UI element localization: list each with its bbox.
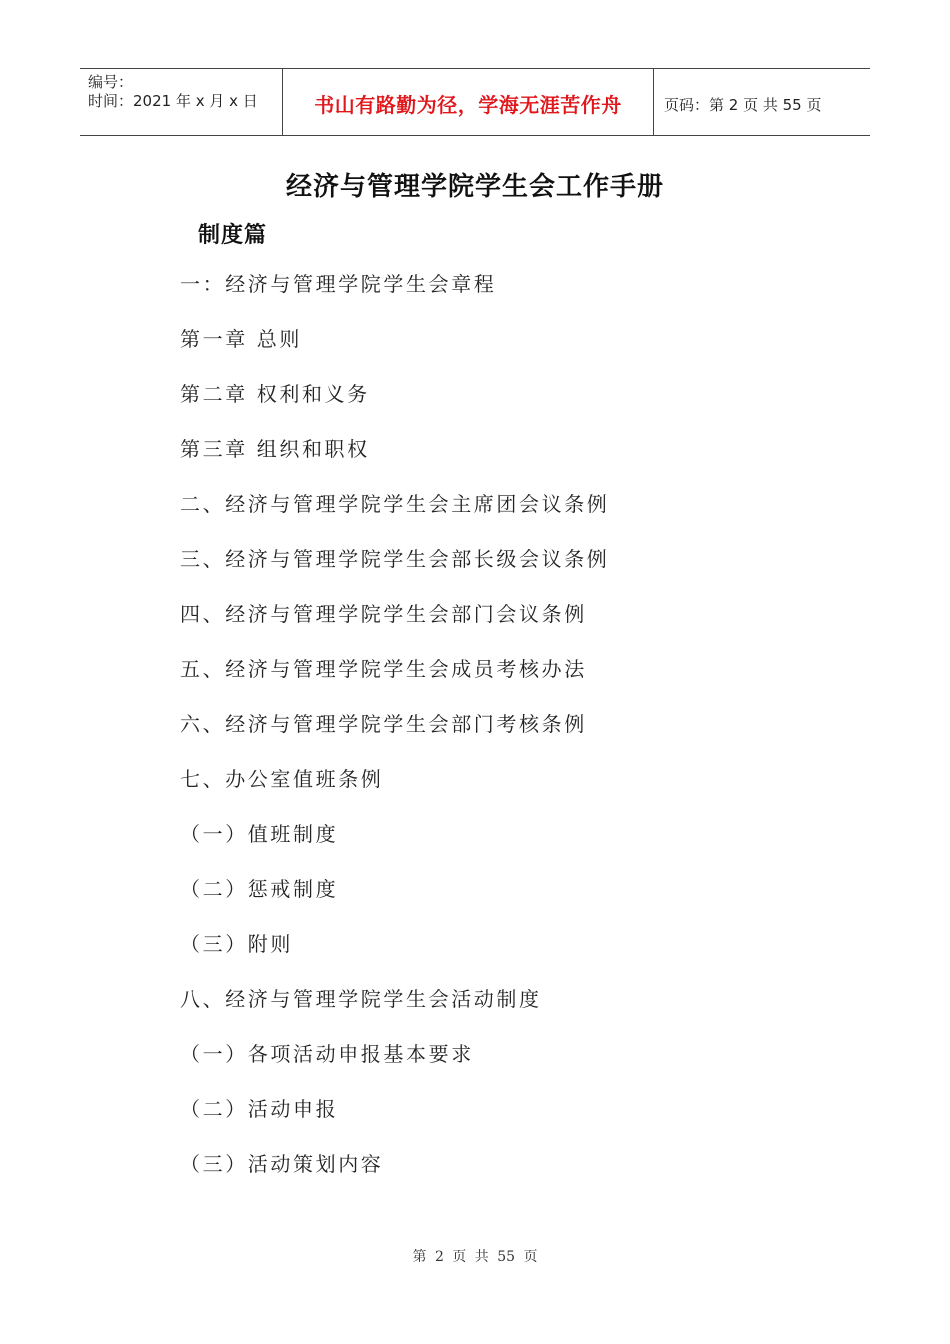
toc-item: 一：经济与管理学院学生会章程 bbox=[180, 272, 497, 296]
toc-item: （二）活动申报 bbox=[180, 1097, 339, 1121]
toc-item: 七、办公室值班条例 bbox=[180, 767, 384, 791]
toc-item: （三）附则 bbox=[180, 932, 293, 956]
toc-item: （一）各项活动申报基本要求 bbox=[180, 1042, 474, 1066]
header-right-cell bbox=[654, 69, 870, 135]
toc-item: 二、经济与管理学院学生会主席团会议条例 bbox=[180, 492, 610, 516]
toc-item: （二）惩戒制度 bbox=[180, 877, 339, 901]
header-motto-cell bbox=[282, 69, 654, 135]
document-date-label: 时间：2021 年 x 月 x 日 bbox=[88, 92, 258, 110]
table-of-contents bbox=[180, 266, 860, 1201]
toc-item: （三）活动策划内容 bbox=[180, 1152, 384, 1176]
document-title: 经济与管理学院学生会工作手册 bbox=[285, 172, 664, 202]
toc-item: 六、经济与管理学院学生会部门考核条例 bbox=[180, 712, 587, 736]
section-title: 制度篇 bbox=[198, 223, 268, 248]
document-number-label: 编号： bbox=[88, 73, 134, 91]
page-footer: 第 2 页 共 55 页 bbox=[412, 1249, 538, 1265]
header-page-code: 页码：第 2 页 共 55 页 bbox=[664, 96, 822, 114]
toc-item: 第三章 组织和职权 bbox=[180, 437, 370, 461]
toc-item: 第一章 总则 bbox=[180, 327, 302, 351]
header-motto: 书山有路勤为径，学海无涯苦作舟 bbox=[314, 93, 622, 117]
toc-item: 三、经济与管理学院学生会部长级会议条例 bbox=[180, 547, 610, 571]
toc-item: 五、经济与管理学院学生会成员考核办法 bbox=[180, 657, 587, 681]
page-header bbox=[80, 68, 870, 136]
toc-item: 八、经济与管理学院学生会活动制度 bbox=[180, 987, 542, 1011]
toc-item: （一）值班制度 bbox=[180, 822, 339, 846]
toc-item: 四、经济与管理学院学生会部门会议条例 bbox=[180, 602, 587, 626]
toc-item: 第二章 权利和义务 bbox=[180, 382, 370, 406]
header-left-cell bbox=[80, 69, 282, 135]
